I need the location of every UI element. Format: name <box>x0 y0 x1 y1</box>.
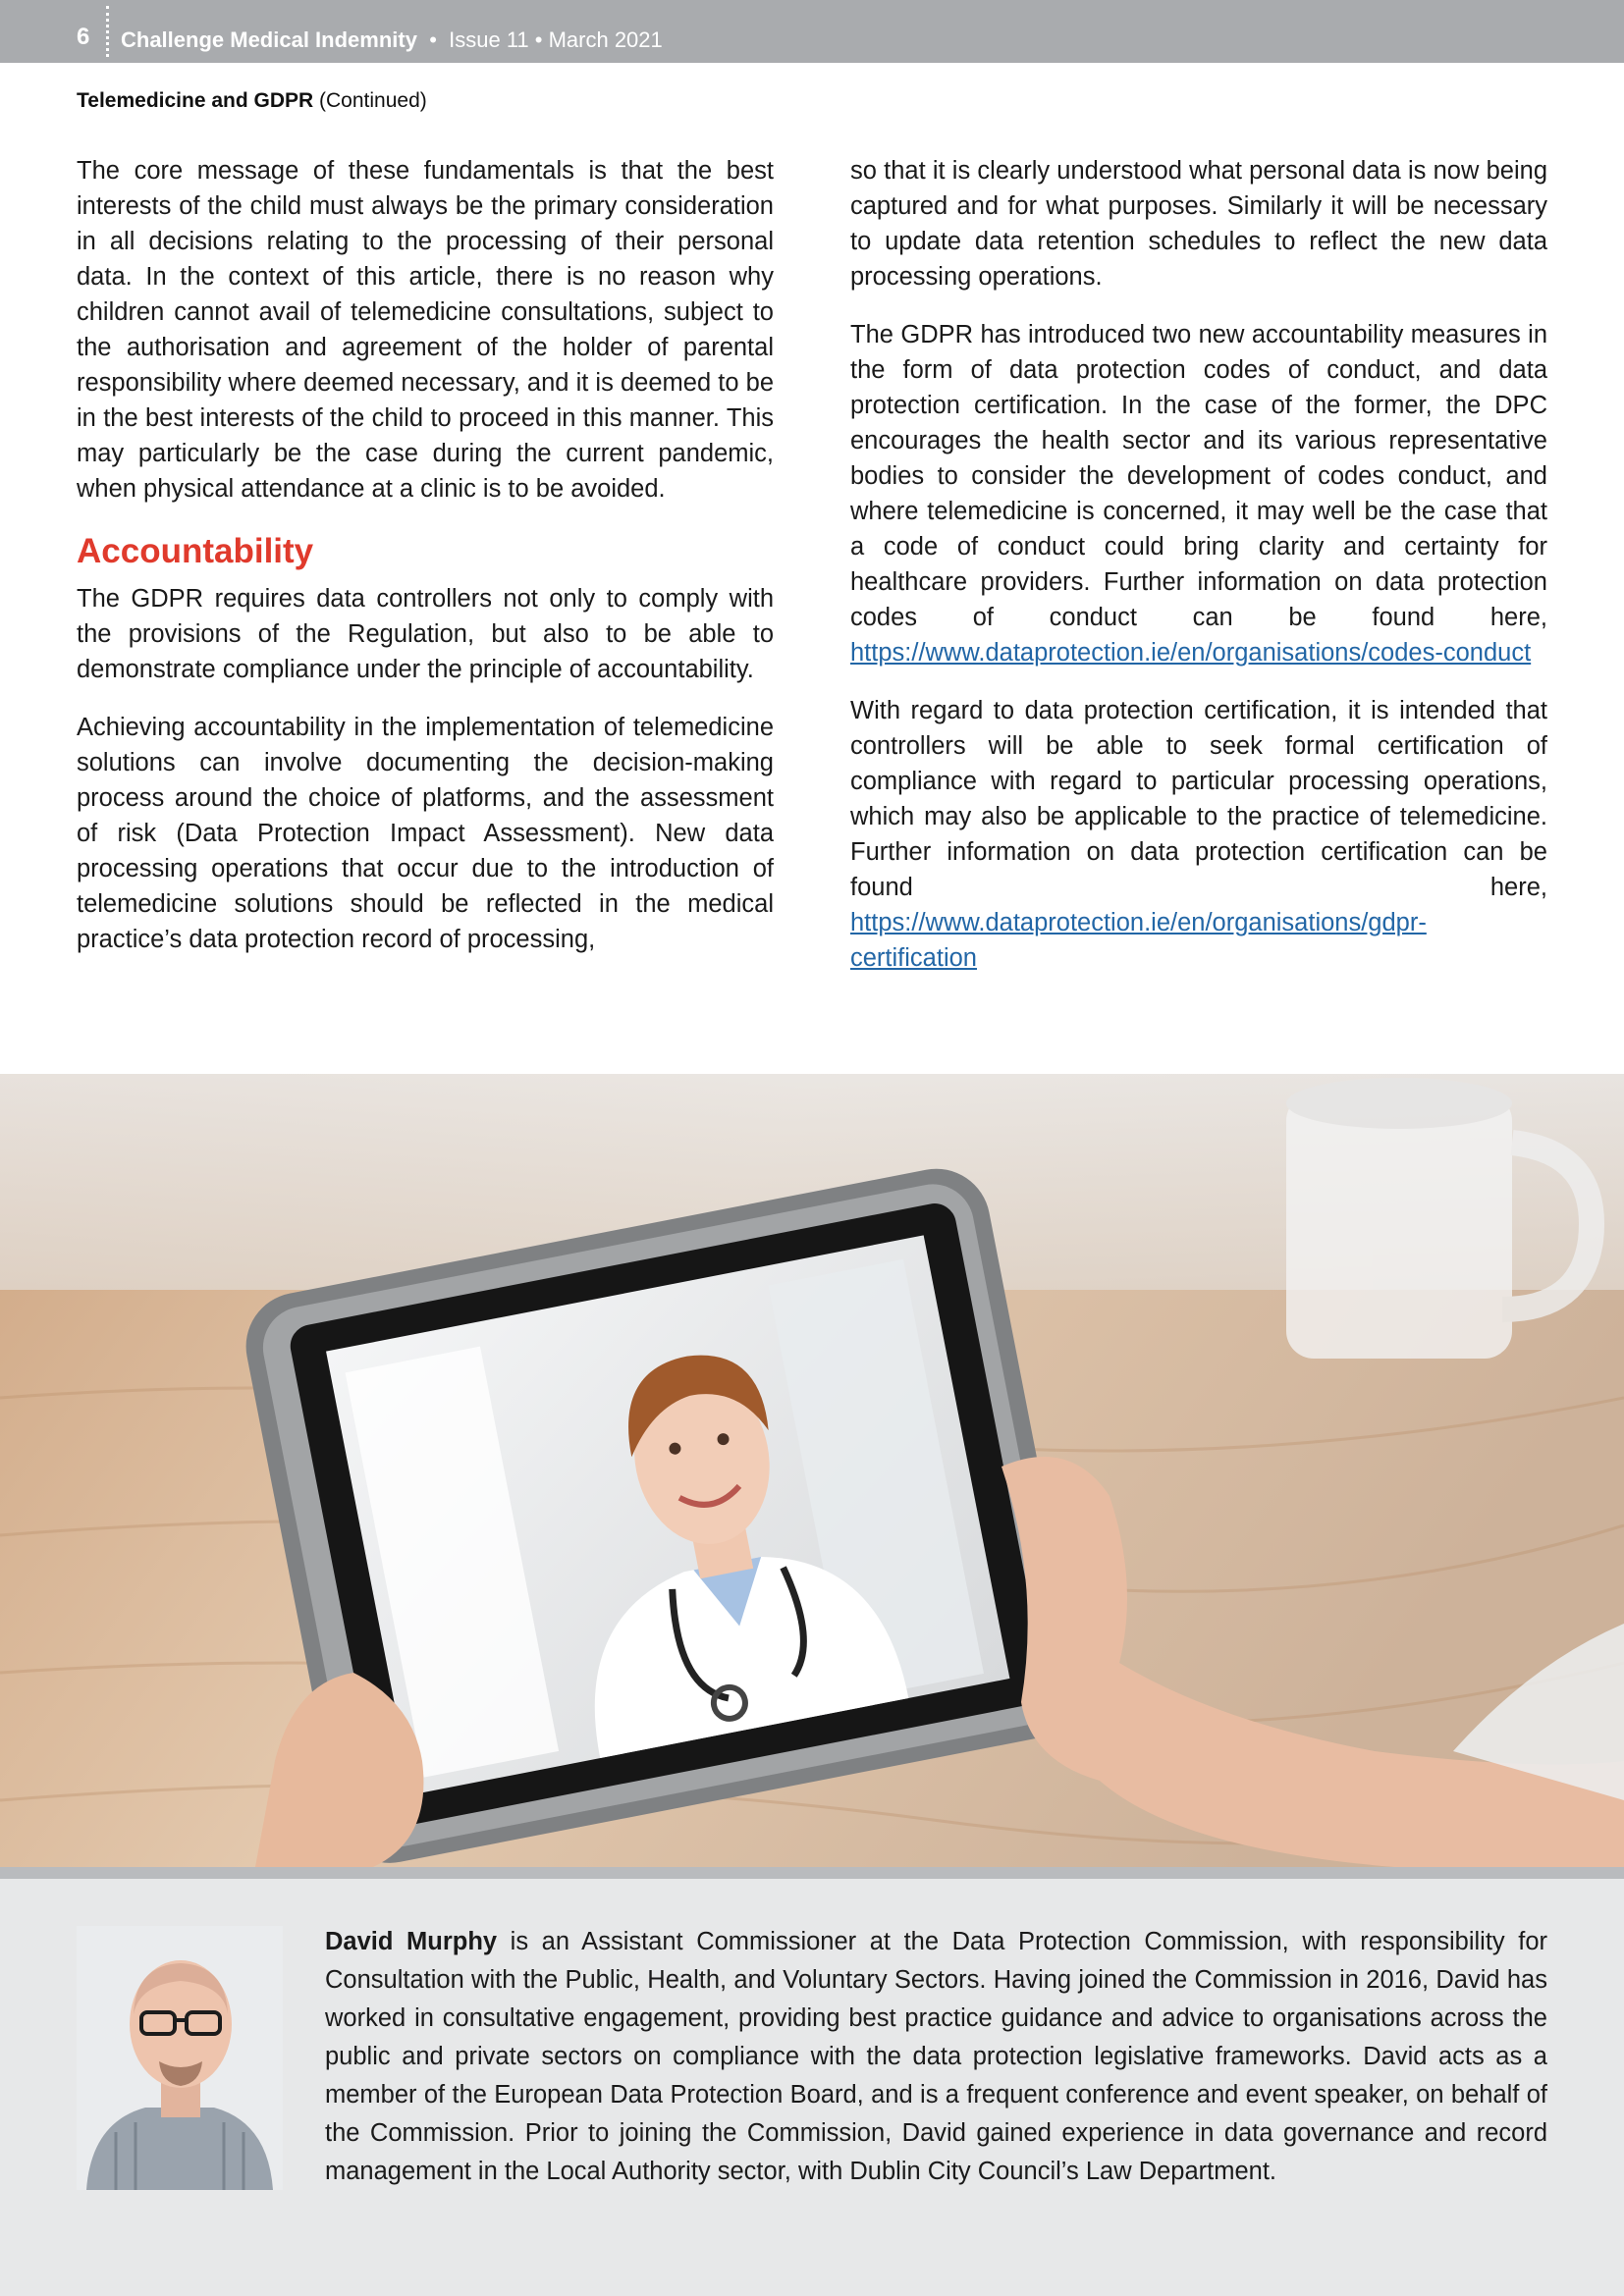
running-head <box>77 89 427 113</box>
left-column <box>77 153 774 980</box>
paragraph <box>850 317 1547 670</box>
header-separator: • <box>429 27 437 52</box>
paragraph-text: The GDPR has introduced two new accountability measures in the form of data protection codes of conduct, and data protection certification. In the case of the former, the DPC encourages the health sector and its various representative bodies to consider the development of codes conduct, and where telemedicine is concerned, it may well be the case that a code of conduct could bring clarity and certainty for healthcare providers. Further information on data protection codes of conduct can be found here, <box>850 321 1547 631</box>
paragraph: The core message of these fundamentals is that the best interests of the child must always be the primary consideration in all decisions relating to the processing of their personal data. In the context of this article, there is no reason why children cannot avail of telemedicine consultations, subject to the authorisation and agreement of the holder of parental responsibility where deemed necessary, and it is deemed to be in the best interests of the child to proceed in this manner. This may particularly be the case during the current pandemic, when physical attendance at a clinic is to be avoided. <box>77 157 774 503</box>
page-header <box>0 0 1624 63</box>
article-title: Telemedicine and GDPR <box>77 89 314 112</box>
section-heading-accountability: Accountability <box>77 532 314 570</box>
author-bio-body: is an Assistant Commissioner at the Data Protection Commission, with responsibility for Consultation with the Public, Health, and Voluntary Sectors. Having joined the Commission in 2016, David has worked in consultative engagement, providing best practice guidance and advice to organisations across the public and private sectors on compliance with the data protection legislative frameworks. David acts as a member of the European Data Protection Board, and is a frequent conference and event speaker, on behalf of the Commission. Prior to joining the Commission, David gained experience in data governance and record management in the Local Authority sector, with Dublin City Council’s Law Department. <box>325 1928 1547 2185</box>
paragraph-text: With regard to data protection certification, it is intended that controllers will be able to seek formal certification of compliance with regard to particular processing operations, which may also be applicable to the practice of telemedicine. Further information on data protection certification can be found here, <box>850 697 1547 901</box>
gdpr-certification-link[interactable]: https://www.dataprotection.ie/en/organisations/gdpr-certification <box>850 909 1427 972</box>
page-number: 6 <box>77 24 90 50</box>
header-divider <box>106 6 109 57</box>
paragraph: Achieving accountability in the implementation of telemedicine solutions can involve documenting the decision-making process around the choice of platforms, and the assessment of risk (Data Protection Impact Assessment). New data processing operations that occur due to the introduction of telemedicine solutions should be reflected in the medical practice’s data protection record of processing, <box>77 714 774 953</box>
author-portrait <box>77 1926 283 2190</box>
codes-of-conduct-link[interactable]: https://www.dataprotection.ie/en/organisations/codes-conduct <box>850 639 1532 667</box>
paragraph: The GDPR requires data controllers not only to comply with the provisions of the Regulation, but also to be able to demonstrate compliance under the principle of accountability. <box>77 585 774 683</box>
telemedicine-photo <box>0 1074 1624 1867</box>
publication-line <box>121 27 663 53</box>
right-column <box>850 153 1547 998</box>
paragraph: so that it is clearly understood what personal data is now being captured and for what purposes. Similarly it will be necessary to update data retention schedules to reflect the new data processing operations. <box>850 157 1547 291</box>
publication-title: Challenge Medical Indemnity <box>121 27 417 52</box>
author-name: David Murphy <box>325 1928 498 1955</box>
continued-label: (Continued) <box>319 89 427 112</box>
author-bio-text <box>325 1923 1547 2191</box>
issue-date: Issue 11 • March 2021 <box>449 27 663 52</box>
photo-divider <box>0 1867 1624 1879</box>
paragraph <box>850 693 1547 976</box>
